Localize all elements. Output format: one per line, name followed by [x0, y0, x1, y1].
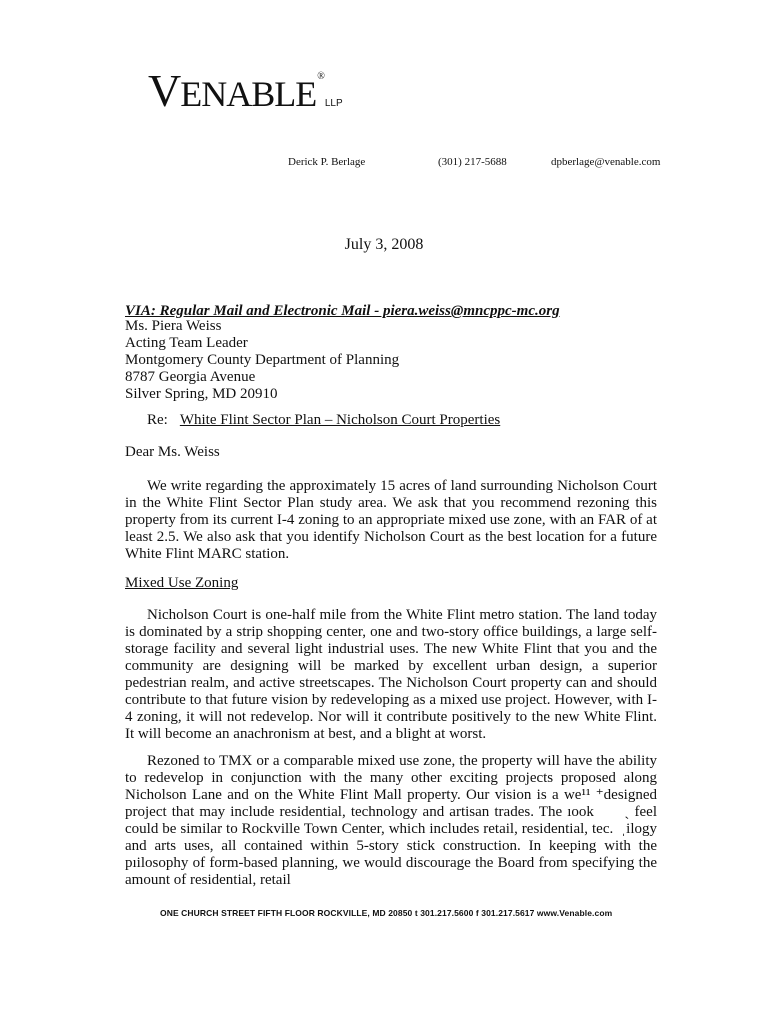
logo-initial: V [148, 65, 181, 116]
venable-logo [148, 65, 343, 116]
body-paragraph: Rezoned to TMX or a comparable mixed use zone, the property will have the ability to redevelop in conjunction with the many other exciting projects proposed along Nicholson Lane and on the White Flint Mall property. Our vision is a we¹¹ ⁺designed project that may include residential, technology and artisan trades. The ıook ˎ feel could be similar to Rockville Town Center, which includes retail, residential, tec. ˌilogy and arts uses, all contained within 5-story stick construction. In keeping with the pıilosophy of form-based planning, we would discourage the Board from specifying the amount of residential, retail [125, 753, 657, 888]
logo-registered-mark: ® [317, 71, 324, 82]
sender-name: Derick P. Berlage [288, 156, 366, 168]
logo-suffix: LLP [324, 98, 343, 109]
recipient-line: Acting Team Leader [125, 335, 248, 351]
re-label: Re: [147, 412, 168, 428]
delivery-method: VIA: Regular Mail and Electronic Mail - piera.weiss@mncppc-mc.org [125, 303, 560, 319]
recipient-line: 8787 Georgia Avenue [125, 369, 256, 385]
subject-line [147, 412, 657, 429]
salutation: Dear Ms. Weiss [125, 444, 220, 460]
recipient-address [125, 318, 657, 403]
section-heading: Mixed Use Zoning [125, 575, 239, 591]
recipient-line: Silver Spring, MD 20910 [125, 386, 278, 402]
logo-wordmark: ENABLE [180, 74, 317, 114]
sender-email: dpberlage@venable.com [551, 156, 661, 168]
body-paragraph: Nicholson Court is one-half mile from the White Flint metro station. The land today is dominated by a strip shopping center, one and two-story office buildings, a large self-storage facility and several light industrial uses. The new White Flint that you and the community are designing will be marked by excellent urban design, a superior pedestrian realm, and active streetscapes. The Nicholson Court property can and should contribute to that future vision by redeveloping as a mixed use project. However, with I-4 zoning, it will not redevelop. Nor will it contribute positively to the new White Flint. It will become an anachronism at best, and a blight at worst. [125, 607, 657, 742]
re-subject: White Flint Sector Plan – Nicholson Court Properties [179, 412, 501, 428]
letter-date: July 3, 2008 [344, 236, 424, 253]
body-paragraph: We write regarding the approximately 15 acres of land surrounding Nicholson Court in the White Flint Sector Plan study area. We ask that you recommend rezoning this property from its current I-4 zoning to an appropriate mixed use zone, with an FAR of at least 2.5. We also ask that you identify Nicholson Court as the best location for a future White Flint MARC station. [125, 478, 657, 562]
footer-address: ONE CHURCH STREET FIFTH FLOOR ROCKVILLE, MD 20850 t 301.217.5600 f 301.217.5617 www.Venable.com [160, 908, 613, 918]
sender-phone: (301) 217-5688 [438, 156, 507, 168]
recipient-line: Ms. Piera Weiss [125, 318, 222, 334]
recipient-line: Montgomery County Department of Planning [125, 352, 400, 368]
